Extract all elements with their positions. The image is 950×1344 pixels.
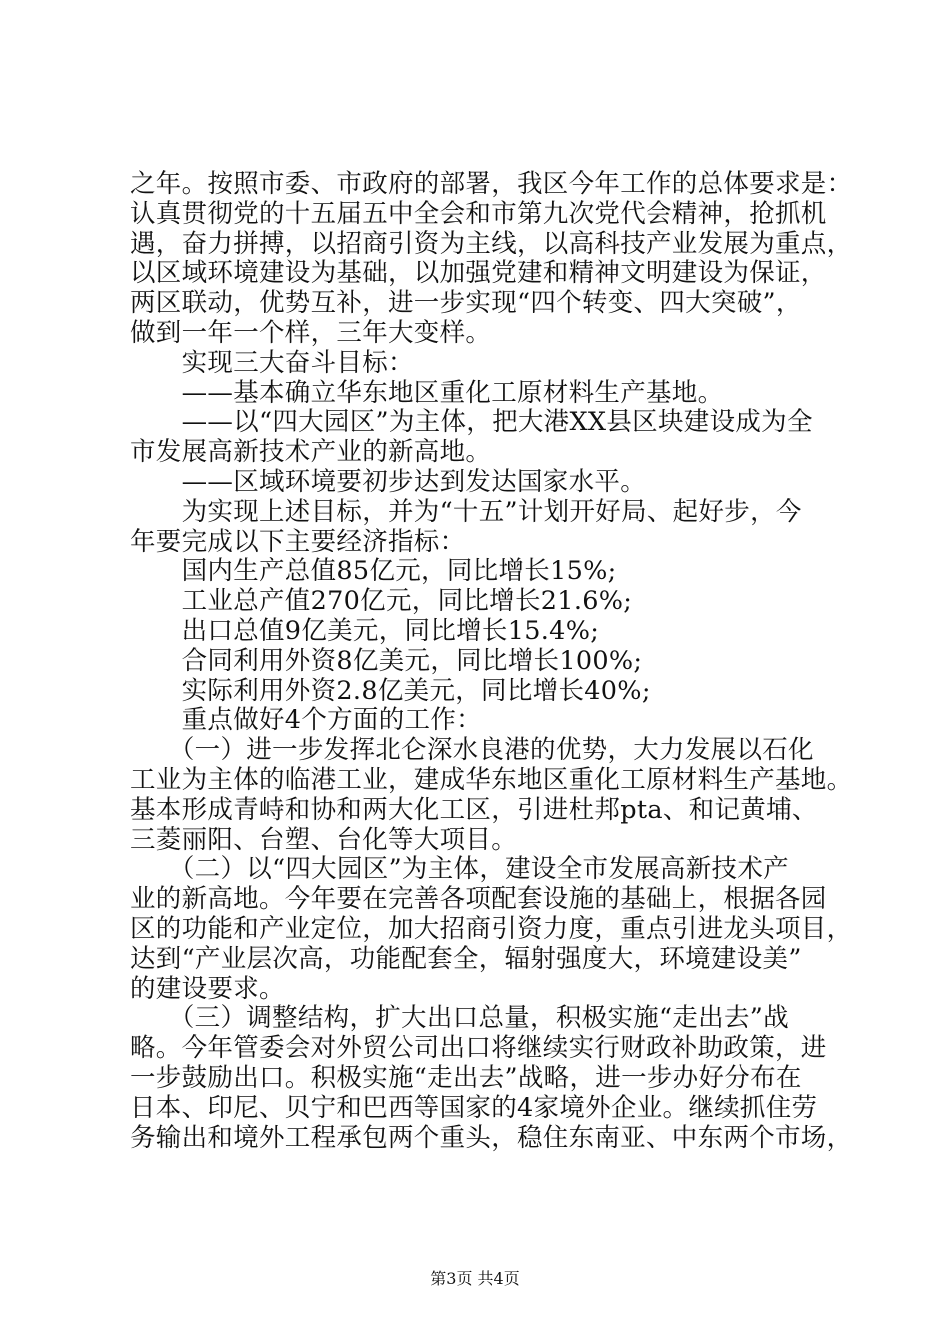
text-line: 工业总产值270亿元，同比增长21.6%; <box>130 586 633 617</box>
page-number-footer: 第3页 共4页 <box>430 1269 520 1288</box>
text-line: （一）进一步发挥北仑深水良港的优势，大力发展以石化 <box>130 735 814 766</box>
text-line: 业的新高地。今年要在完善各项配套设施的基础上，根据各园 <box>130 884 827 915</box>
text-line: 国内生产总值85亿元，同比增长15%; <box>130 556 617 587</box>
text-line: ——以“四大园区”为主体，把大港XX县区块建设成为全 <box>130 407 813 438</box>
text-line: 一步鼓励出口。积极实施“走出去”战略，进一步办好分布在 <box>130 1062 802 1093</box>
text-line: 工业为主体的临港工业，建成华东地区重化工原材料生产基地。 <box>130 764 853 795</box>
text-line: 重点做好4个方面的工作： <box>130 705 482 736</box>
text-line: 日本、印尼、贝宁和巴西等国家的4家境外企业。继续抓住劳 <box>130 1092 818 1123</box>
text-line: 为实现上述目标，并为“十五”计划开好局、起好步，今 <box>130 496 802 527</box>
text-line: 出口总值9亿美元，同比增长15.4%; <box>130 615 600 646</box>
text-line: （二）以“四大园区”为主体，建设全市发展高新技术产 <box>130 854 789 885</box>
text-line: 基本形成青峙和协和两大化工区，引进杜邦pta、和记黄埔、 <box>130 794 818 825</box>
text-line: 合同利用外资8亿美元，同比增长100%; <box>130 645 643 676</box>
text-line: 两区联动，优势互补，进一步实现“四个转变、四大突破”， <box>130 288 802 319</box>
text-line: 实现三大奋斗目标： <box>130 347 414 378</box>
text-line: ——区域环境要初步达到发达国家水平。 <box>130 466 647 497</box>
text-line: 区的功能和产业定位，加大招商引资力度，重点引进龙头项目， <box>130 913 853 944</box>
text-line: ——基本确立华东地区重化工原材料生产基地。 <box>130 377 724 408</box>
text-line: 略。今年管委会对外贸公司出口将继续实行财政补助政策，进 <box>130 1033 827 1064</box>
text-line: 认真贯彻党的十五届五中全会和市第九次党代会精神，抢抓机 <box>130 198 827 229</box>
text-line: 的建设要求。 <box>130 973 285 1004</box>
text-line: 务输出和境外工程承包两个重头，稳住东南亚、中东两个市场， <box>130 1122 853 1153</box>
text-line: 年要完成以下主要经济指标： <box>130 526 466 557</box>
text-line: （三）调整结构，扩大出口总量，积极实施“走出去”战 <box>130 1003 789 1034</box>
text-line: 实际利用外资2.8亿美元，同比增长40%; <box>130 675 651 706</box>
text-line: 市发展高新技术产业的新高地。 <box>130 437 492 468</box>
text-line: 达到“产业层次高，功能配套全，辐射强度大，环境建设美” <box>130 943 802 974</box>
text-line: 三菱丽阳、台塑、台化等大项目。 <box>130 824 518 855</box>
text-line: 之年。按照市委、市政府的部署，我区今年工作的总体要求是： <box>130 169 853 199</box>
text-line: 以区域环境建设为基础，以加强党建和精神文明建设为保证， <box>130 258 827 289</box>
text-line: 遇，奋力拼搏，以招商引资为主线，以高科技产业发展为重点， <box>130 228 853 259</box>
document-body <box>130 169 853 1153</box>
text-line: 做到一年一个样，三年大变样。 <box>130 317 492 348</box>
